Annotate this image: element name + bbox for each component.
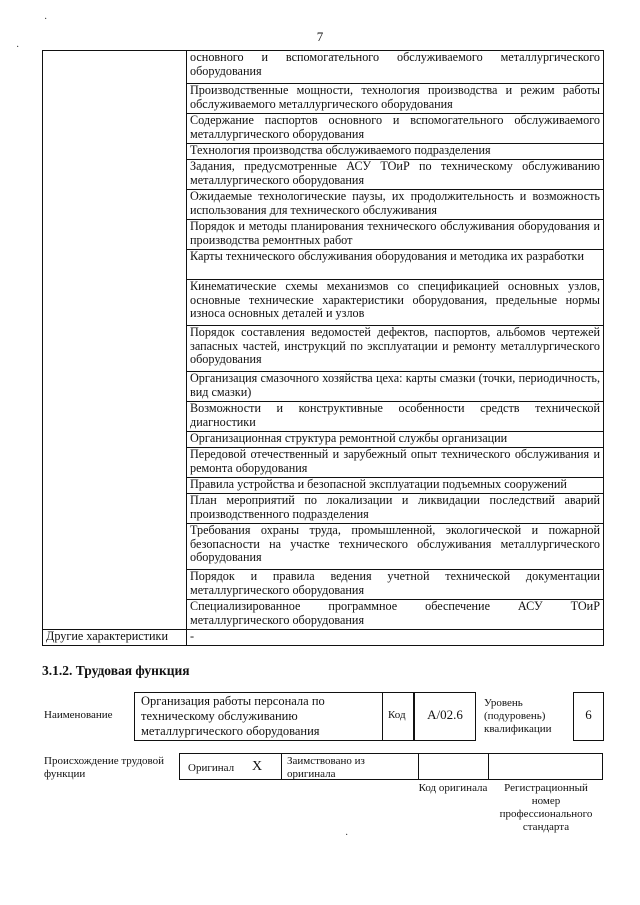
requirement-item: Передовой отечественный и зарубежный опыт технического обслуживания и ремонта оборудования — [187, 448, 604, 478]
requirement-item: Задания, предусмотренные АСУ ТОиР по техническому обслуживанию металлургического оборудования — [187, 160, 604, 190]
divider — [382, 692, 383, 741]
requirement-item: План мероприятий по локализации и ликвидации последствий аварий производственного подразделения — [187, 494, 604, 524]
requirement-item: Организационная структура ремонтной службы организации — [187, 432, 604, 448]
borrowed-label: Заимствовано из оригинала — [287, 755, 365, 780]
requirement-item: Возможности и конструктивные особенности средств технической диагностики — [187, 402, 604, 432]
original-label: Оригинал — [188, 762, 235, 774]
scan-dot: · — [16, 42, 20, 53]
table-row — [43, 630, 604, 646]
origin-label: Происхождение трудовой функции — [44, 755, 165, 780]
requirements-table — [42, 50, 604, 646]
requirement-item: Карты технического обслуживания оборудования и методика их разработки — [187, 250, 604, 280]
function-name: Организация работы персонала по техническому обслуживанию металлургического оборудования — [141, 694, 325, 738]
requirement-item: Содержание паспортов основного и вспомогательного обслуживаемого металлургического оборудования — [187, 114, 604, 144]
requirement-item: Порядок и правила ведения учетной технической документации металлургического оборудования — [187, 570, 604, 600]
other-characteristics-value: - — [187, 630, 604, 646]
requirement-item: Ожидаемые технологические паузы, их продолжительность и возможность использования для технического обслуживания — [187, 190, 604, 220]
scan-dot: · — [345, 830, 349, 841]
requirement-item: основного и вспомогательного обслуживаемого металлургического оборудования — [187, 51, 604, 84]
requirement-item: Специализированное программное обеспечение АСУ ТОиР металлургического оборудования — [187, 600, 604, 630]
code-caption: Код оригинала — [418, 782, 488, 794]
requirement-item: Порядок и методы планирования технического обслуживания оборудования и производства ремонтных работ — [187, 220, 604, 250]
requirement-item: Производственные мощности, технология производства и режим работы обслуживаемого металлургического оборудования — [187, 84, 604, 114]
requirement-item: Кинематические схемы механизмов со спецификацией основных узлов, основные технические характеристики оборудования, предельные нормы износа основных деталей и узлов — [187, 280, 604, 326]
requirement-item: Порядок составления ведомостей дефектов, паспортов, альбомов чертежей запасных частей, инструкций по эксплуатации и ремонту металлургического оборудования — [187, 326, 604, 372]
code-value: А/02.6 — [427, 707, 463, 722]
divider — [281, 753, 282, 780]
divider — [418, 753, 419, 780]
requirement-item: Правила устройства и безопасной эксплуатации подъемных сооружений — [187, 478, 604, 494]
page-number: 7 — [316, 29, 324, 44]
empty-label-cell — [43, 51, 187, 630]
requirement-item: Технология производства обслуживаемого подразделения — [187, 144, 604, 160]
divider — [488, 753, 489, 780]
level-label: Уровень (подуровень) квалификации — [484, 697, 552, 735]
table-row — [43, 51, 604, 84]
section-title: 3.1.2. Трудовая функция — [42, 663, 190, 678]
level-value: 6 — [585, 707, 592, 722]
requirement-item: Организация смазочного хозяйства цеха: карты смазки (точки, периодичность, вид смазки) — [187, 372, 604, 402]
name-label: Наименование — [44, 709, 113, 721]
requirement-item: Требования охраны труда, промышленной, экологической и пожарной безопасности на участке технического обслуживания металлургического оборудования — [187, 524, 604, 570]
original-mark: X — [252, 759, 263, 774]
other-characteristics-label: Другие характеристики — [43, 630, 187, 646]
scan-dot: · — [44, 14, 48, 25]
code-label: Код — [388, 709, 406, 721]
reg-caption: Регистрационный номер профессионального стандарта — [499, 782, 593, 833]
